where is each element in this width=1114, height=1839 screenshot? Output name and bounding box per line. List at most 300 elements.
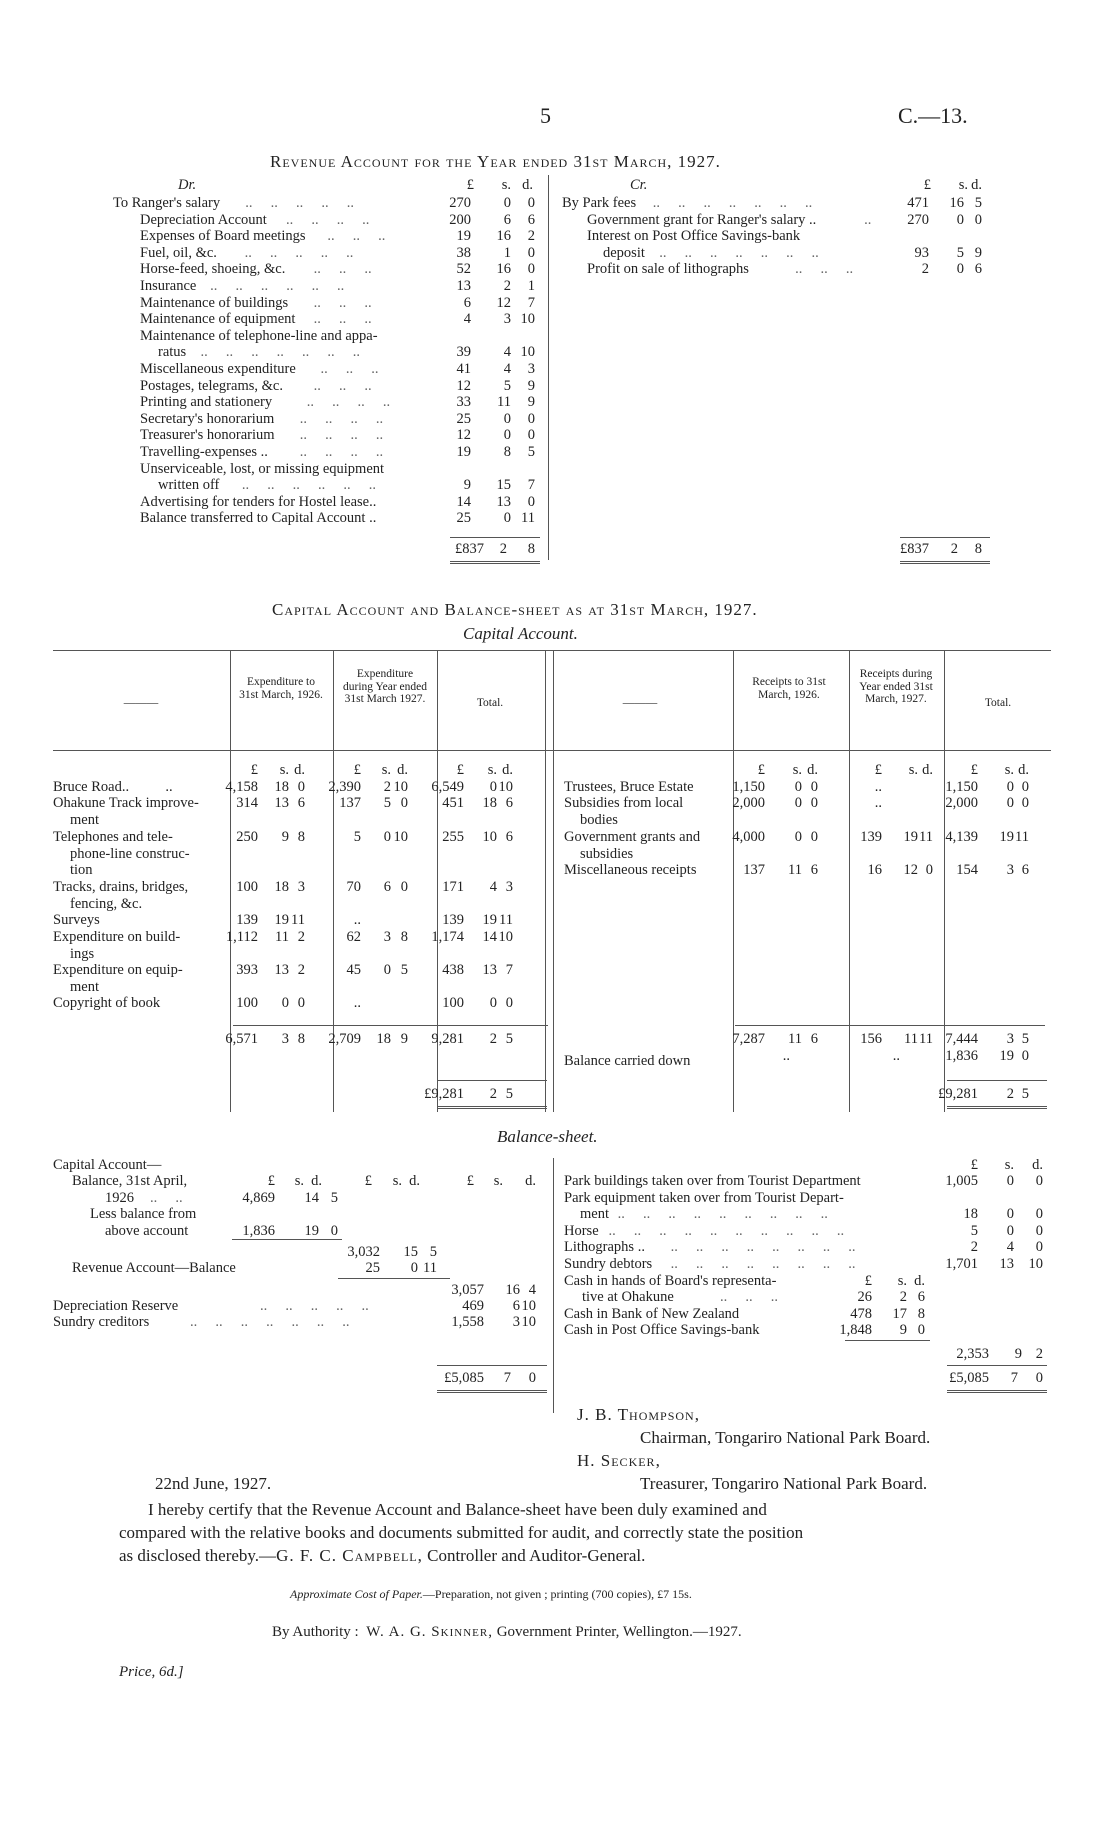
capital-left-total-year-pence: 9 bbox=[400, 1031, 408, 1047]
cash-bank-shillings: 17 bbox=[892, 1306, 907, 1322]
dr-item-pounds: 25 bbox=[456, 510, 471, 527]
right-currency-head-a-pence: d. bbox=[807, 762, 818, 778]
capital-left-total-pounds: 171 bbox=[442, 879, 464, 895]
cr-item-label: Profit on sale of lithographs bbox=[587, 261, 749, 278]
cash-col-head-shillings: s. bbox=[897, 1273, 907, 1289]
dr-leader-dots: .. .. .. bbox=[313, 311, 390, 328]
capital-right-prior-shillings: 11 bbox=[788, 862, 802, 878]
capital-right-total-pence: 0 bbox=[1021, 795, 1029, 811]
capital-left-total-prior-pence: 8 bbox=[297, 1031, 305, 1047]
dr-total-pence: 8 bbox=[527, 541, 535, 557]
capital-left-prior-pounds: 393 bbox=[236, 962, 258, 978]
asset-label: Park buildings taken over from Tourist Department bbox=[564, 1173, 861, 1189]
balance-left-total-pence: 0 bbox=[528, 1370, 536, 1386]
capital-left-row-label: ment bbox=[70, 811, 99, 828]
dr-leader-dots: .. .. .. .. .. .. bbox=[210, 278, 363, 294]
dr-leader-dots: .. .. .. bbox=[313, 377, 390, 394]
dr-item-pounds: 12 bbox=[456, 427, 471, 444]
dr-item-label: Postages, telegrams, &c. bbox=[140, 377, 283, 394]
auditor-name: G. F. C. Campbell, bbox=[276, 1546, 423, 1565]
cost-note bbox=[290, 1587, 692, 1602]
capital-left-total-shillings: 18 bbox=[482, 795, 497, 811]
capital-right-total-pounds: 1,150 bbox=[945, 779, 978, 795]
dr-item-label: Balance transferred to Capital Account .. bbox=[140, 510, 377, 527]
cash-total-shillings: 9 bbox=[1014, 1346, 1022, 1362]
dr-leader-dots: .. .. .. .. bbox=[299, 410, 402, 427]
capital-left-row-label: Expenditure on build- bbox=[53, 929, 181, 945]
dr-item-pounds: 38 bbox=[456, 244, 471, 261]
capital-left-grand-rule bbox=[437, 1080, 547, 1081]
balance-right-total-shillings: 7 bbox=[1010, 1370, 1018, 1386]
dr-item-shillings: 12 bbox=[496, 294, 511, 311]
capital-right-total-year-shillings: 11 bbox=[904, 1031, 918, 1047]
cr-item-label: deposit bbox=[603, 244, 645, 261]
capital-table-top-rule bbox=[53, 650, 1051, 651]
cash-ohakune-label: Cash in hands of Board's representa- bbox=[564, 1273, 777, 1289]
dr-item-pounds: 39 bbox=[456, 344, 471, 361]
opening-balance-dots: .. .. bbox=[150, 1190, 201, 1206]
cr-item-label: By Park fees bbox=[562, 195, 637, 211]
dr-item-pence: 11 bbox=[521, 510, 535, 527]
asset-value-shillings: 0 bbox=[1006, 1223, 1014, 1239]
capital-right-total-pounds: 154 bbox=[956, 862, 978, 878]
capital-account-subtitle: Capital Account. bbox=[463, 624, 578, 643]
capital-right-row-label: Government grants and bbox=[564, 829, 701, 845]
capital-right-subtotal-rule bbox=[735, 1025, 1045, 1026]
signatory-name-1: J. B. Thompson, bbox=[577, 1405, 700, 1424]
dr-leader-dots: .. .. .. .. bbox=[299, 427, 402, 444]
asset-value-pence: 0 bbox=[1035, 1206, 1043, 1222]
depreciation-reserve-pence: 10 bbox=[521, 1298, 536, 1314]
dr-item-shillings: 13 bbox=[496, 493, 511, 510]
cr-item-pounds: 2 bbox=[921, 261, 929, 278]
cr-leader-dots: .. bbox=[864, 211, 890, 228]
dr-item-shillings: 11 bbox=[497, 394, 511, 411]
capital-left-prior-pounds: 314 bbox=[236, 795, 258, 811]
capital-left-total-shillings: 0 bbox=[489, 779, 497, 795]
capital-left-total-pence: 3 bbox=[505, 879, 513, 895]
capital-right-total-all-shillings: 3 bbox=[1006, 1031, 1014, 1047]
left-currency-head-t-pounds: £ bbox=[456, 762, 464, 778]
capital-left-prior-pence: 3 bbox=[297, 879, 305, 895]
dr-leader-dots: .. .. .. .. .. .. bbox=[241, 477, 395, 494]
depreciation-dots: .. .. .. .. .. bbox=[260, 1298, 387, 1314]
dr-item-pounds: 200 bbox=[449, 211, 471, 228]
dr-item-label: Advertising for tenders for Hostel lease.. bbox=[140, 493, 377, 510]
dr-leader-dots: .. .. .. bbox=[313, 294, 390, 311]
opening-balance-shillings: 14 bbox=[304, 1190, 319, 1206]
asset-value-shillings: 0 bbox=[1006, 1173, 1014, 1189]
cash-ohakune-pounds: 26 bbox=[857, 1289, 872, 1305]
asset-value-shillings: 4 bbox=[1006, 1239, 1014, 1255]
capital-right-total-year-pounds: 156 bbox=[860, 1031, 882, 1047]
cash-ohakune-pence: 6 bbox=[917, 1289, 925, 1305]
capital-column-rule bbox=[849, 650, 850, 1112]
cash-bank-label: Cash in Bank of New Zealand bbox=[564, 1306, 740, 1322]
capital-right-year-pence: 0 bbox=[925, 862, 933, 878]
capital-subtotal-pence: 5 bbox=[429, 1244, 437, 1260]
capital-column-rule bbox=[545, 650, 546, 1112]
right-header-receipts-year: Receipts during Year ended 31st March, 1927. bbox=[859, 668, 933, 705]
capital-left-prior-pence: 2 bbox=[297, 929, 305, 945]
dr-item-label: Treasurer's honorarium bbox=[140, 427, 275, 444]
balance-right-head-pounds: £ bbox=[970, 1157, 978, 1173]
capital-right-prior-shillings: 0 bbox=[794, 795, 802, 811]
balance-left-col3-head-pence: d. bbox=[525, 1173, 536, 1189]
certificate-line-3-pre: as disclosed thereby.— bbox=[119, 1546, 277, 1565]
balance-carried-down-prior: .. bbox=[782, 1048, 790, 1064]
cr-total-rule-top bbox=[900, 537, 990, 538]
less-balance-pounds: 1,836 bbox=[242, 1223, 275, 1239]
right-header-receipts-prior: Receipts to 31st March, 1926. bbox=[752, 676, 826, 701]
dr-leader-dots: .. .. .. bbox=[320, 361, 397, 377]
certificate-line-2: compared with the relative books and documents submitted for audit, and correctly state the position bbox=[119, 1523, 804, 1542]
cr-item-pence: 6 bbox=[974, 261, 982, 278]
cr-item-pounds: 270 bbox=[907, 211, 929, 228]
capital-header-rule bbox=[53, 750, 1051, 751]
balance-divider bbox=[553, 1158, 554, 1413]
capital-left-year-shillings: 2 bbox=[383, 779, 391, 795]
capital-left-total-pence: 0 bbox=[505, 995, 513, 1011]
capital-right-total-prior-shillings: 11 bbox=[788, 1031, 802, 1047]
dr-item-pounds: 4 bbox=[463, 311, 471, 328]
printer-name: W. A. G. Skinner, bbox=[366, 1624, 493, 1640]
balance-sheet-subtitle: Balance-sheet. bbox=[497, 1127, 598, 1146]
cr-item-pence: 5 bbox=[974, 195, 982, 211]
capital-right-year-pence: 11 bbox=[919, 829, 933, 845]
capital-left-total-all-pence: 5 bbox=[505, 1031, 513, 1047]
asset-label: Horse bbox=[564, 1223, 599, 1239]
dr-item-shillings: 6 bbox=[503, 211, 511, 228]
dr-leader-dots: .. .. .. .. .. bbox=[244, 244, 372, 261]
capital-right-grand-total-pounds: £9,281 bbox=[938, 1086, 978, 1102]
balance-right-total-rule bbox=[947, 1365, 1047, 1366]
authority-line bbox=[272, 1624, 742, 1641]
balance-left-col2-head-pence: d. bbox=[409, 1173, 420, 1189]
asset-label: ment bbox=[580, 1206, 609, 1222]
left-currency-head-t-shillings: s. bbox=[487, 762, 497, 778]
dr-shilling-head: s. bbox=[501, 177, 511, 193]
dr-item-shillings: 1 bbox=[503, 244, 511, 261]
capital-right-grand-total-pence: 5 bbox=[1021, 1086, 1029, 1102]
capital-right-total-shillings: 19 bbox=[999, 829, 1014, 845]
left-currency-head-b-shillings: s. bbox=[381, 762, 391, 778]
depreciation-reserve-shillings: 6 bbox=[512, 1298, 520, 1314]
opening-balance-pence: 5 bbox=[330, 1190, 338, 1206]
dr-leader-dots: .. .. .. .. .. bbox=[245, 195, 373, 211]
cash-col-head-pence: d. bbox=[914, 1273, 925, 1289]
capital-left-total-shillings: 4 bbox=[489, 879, 497, 895]
capital-left-prior-shillings: 19 bbox=[274, 912, 289, 928]
dr-item-shillings: 4 bbox=[503, 344, 511, 361]
dr-item-pounds: 52 bbox=[456, 261, 471, 278]
capital-right-year-pounds: 16 bbox=[867, 862, 882, 878]
capital-left-grand-rule-bottom bbox=[437, 1106, 547, 1109]
balance-left-col3-head-shillings: s. bbox=[493, 1173, 503, 1189]
capital-left-year-pence: 8 bbox=[400, 929, 408, 945]
capital-right-total-year-pence: 11 bbox=[919, 1031, 933, 1047]
dr-item-shillings: 16 bbox=[496, 261, 511, 278]
cr-item-pence: 0 bbox=[974, 211, 982, 228]
right-currency-head-b-pounds: £ bbox=[874, 762, 882, 778]
signatory-title-1: Chairman, Tongariro National Park Board. bbox=[640, 1428, 931, 1447]
dr-item-shillings: 0 bbox=[503, 510, 511, 527]
cash-total-pounds: 2,353 bbox=[956, 1346, 989, 1362]
dr-item-shillings: 0 bbox=[503, 410, 511, 427]
capital-left-prior-pounds: 100 bbox=[236, 995, 258, 1011]
dr-total-rule-top bbox=[450, 537, 540, 538]
asset-value-pounds: 1,005 bbox=[945, 1173, 978, 1189]
capital-left-row-label: phone-line construc- bbox=[70, 845, 190, 862]
dr-item-label: Horse-feed, shoeing, &c. bbox=[140, 261, 286, 278]
dr-leader-dots: .. .. .. .. .. .. .. bbox=[200, 344, 379, 361]
capital-right-total-shillings: 0 bbox=[1006, 795, 1014, 811]
cr-item-label: Government grant for Ranger's salary .. bbox=[587, 211, 817, 228]
capital-left-prior-pence: 8 bbox=[297, 829, 305, 845]
balance-carried-down-total-pence: 0 bbox=[1021, 1048, 1029, 1064]
capital-left-prior-pence: 0 bbox=[297, 995, 305, 1011]
capital-right-row-label: Miscellaneous receipts bbox=[564, 862, 697, 878]
balance-left-total-pounds: £5,085 bbox=[444, 1370, 484, 1386]
capital-right-row-label: Subsidies from local bbox=[564, 795, 684, 811]
cash-posb-pence: 0 bbox=[917, 1322, 925, 1338]
certificate-line-3-post: Controller and Auditor-General. bbox=[422, 1546, 646, 1565]
capital-left-total-prior-pounds: 6,571 bbox=[225, 1031, 258, 1047]
capital-account-total-shillings: 16 bbox=[505, 1282, 520, 1298]
cr-pound-head: £ bbox=[923, 177, 931, 193]
capital-left-year-shillings: 0 bbox=[383, 829, 391, 845]
dr-item-pounds: 12 bbox=[456, 377, 471, 394]
capital-left-row-label: Expenditure on equip- bbox=[53, 962, 183, 978]
capital-left-subtotal-rule bbox=[233, 1025, 548, 1026]
cash-bank-pounds: 478 bbox=[850, 1306, 872, 1322]
capital-right-total-pence: 0 bbox=[1021, 779, 1029, 795]
cr-item-shillings: 0 bbox=[956, 211, 964, 228]
left-currency-head-a-pounds: £ bbox=[250, 762, 258, 778]
less-balance-shillings: 19 bbox=[304, 1223, 319, 1239]
cr-item-shillings: 0 bbox=[956, 261, 964, 278]
capital-left-row-label: Telephones and tele- bbox=[53, 829, 173, 845]
depreciation-reserve-pounds: 469 bbox=[462, 1298, 484, 1314]
dr-item-pence: 2 bbox=[527, 228, 535, 245]
capital-right-row-label: bodies bbox=[580, 811, 618, 828]
capital-right-total-pounds: 4,139 bbox=[945, 829, 978, 845]
dr-item-label: written off bbox=[158, 477, 220, 494]
dr-item-label: To Ranger's salary bbox=[113, 195, 221, 211]
less-balance-label: Less balance from bbox=[90, 1206, 197, 1222]
asset-value-pounds: 2 bbox=[970, 1239, 978, 1255]
cr-item-pence: 9 bbox=[974, 244, 982, 261]
cost-note-label: Approximate Cost of Paper. bbox=[290, 1587, 423, 1601]
capital-left-row-label: ment bbox=[70, 978, 99, 995]
dr-item-pounds: 13 bbox=[456, 278, 471, 294]
capital-left-prior-pence: 0 bbox=[297, 779, 305, 795]
page-number: 5 bbox=[540, 103, 551, 128]
asset-label: Lithographs .. bbox=[564, 1239, 645, 1255]
cr-item-shillings: 5 bbox=[956, 244, 964, 261]
dr-item-pounds: 19 bbox=[456, 228, 471, 245]
dr-leader-dots: .. .. .. bbox=[327, 228, 404, 245]
cr-label: Cr. bbox=[630, 177, 648, 193]
right-description-header: ——— bbox=[622, 697, 658, 709]
capital-left-prior-pence: 11 bbox=[291, 912, 305, 928]
capital-left-prior-shillings: 13 bbox=[274, 795, 289, 811]
capital-left-year-pence: 0 bbox=[400, 795, 408, 811]
balance-left-total-rule-bottom bbox=[437, 1390, 547, 1393]
asset-dots: .. .. .. .. .. .. .. .. bbox=[670, 1239, 874, 1255]
asset-label: Park equipment taken over from Tourist Depart- bbox=[564, 1190, 844, 1206]
capital-right-total-all-pence: 5 bbox=[1021, 1031, 1029, 1047]
dr-item-label: Maintenance of buildings bbox=[140, 294, 289, 311]
less-balance-pence: 0 bbox=[330, 1223, 338, 1239]
capital-left-year-pounds: 5 bbox=[353, 829, 361, 845]
capital-right-total-all-pounds: 7,444 bbox=[945, 1031, 978, 1047]
dr-item-pounds: 6 bbox=[463, 294, 471, 311]
dr-item-pence: 3 bbox=[527, 361, 535, 377]
dr-item-label: Unserviceable, lost, or missing equipment bbox=[140, 460, 385, 477]
dr-item-pounds: 33 bbox=[456, 394, 471, 411]
capital-left-total-shillings: 0 bbox=[489, 995, 497, 1011]
capital-left-year-shillings: 5 bbox=[383, 795, 391, 811]
capital-left-total-shillings: 19 bbox=[482, 912, 497, 928]
dr-item-pounds: 270 bbox=[449, 195, 471, 211]
balance-left-col3-head-pounds: £ bbox=[466, 1173, 474, 1189]
capital-left-year-pounds: 137 bbox=[339, 795, 361, 811]
capital-left-row-label: ings bbox=[70, 945, 95, 962]
balance-right-total-pence: 0 bbox=[1035, 1370, 1043, 1386]
asset-value-pounds: 1,701 bbox=[945, 1256, 978, 1272]
capital-left-total-pence: 6 bbox=[505, 795, 513, 811]
dr-leader-dots: .. .. .. .. bbox=[306, 394, 409, 411]
dr-item-pounds: 25 bbox=[456, 410, 471, 427]
dr-item-label: Expenses of Board meetings bbox=[140, 228, 306, 245]
capital-left-year-pence: 10 bbox=[393, 779, 408, 795]
capital-left-row-label: Copyright of book bbox=[53, 995, 161, 1011]
dr-item-pence: 1 bbox=[527, 278, 535, 294]
capital-right-total-pence: 11 bbox=[1015, 829, 1029, 845]
cr-leader-dots: .. .. .. .. .. .. .. bbox=[652, 195, 831, 211]
capital-right-prior-pounds: 2,000 bbox=[732, 795, 765, 811]
capital-left-grand-total-pence: 5 bbox=[505, 1086, 513, 1102]
right-currency-head-b-pence: d. bbox=[922, 762, 933, 778]
cash-ohakune-sub: tive at Ohakune bbox=[582, 1289, 674, 1305]
balance-left-total-shillings: 7 bbox=[503, 1370, 511, 1386]
balance-left-col1-head-pounds: £ bbox=[267, 1173, 275, 1189]
dr-item-pounds: 41 bbox=[456, 361, 471, 377]
asset-value-pence: 10 bbox=[1028, 1256, 1043, 1272]
dr-pence-head: d. bbox=[522, 177, 533, 193]
cr-item-label: Interest on Post Office Savings-bank bbox=[587, 228, 801, 245]
capital-left-grand-total-pounds: £9,281 bbox=[424, 1086, 464, 1102]
asset-value-pounds: 18 bbox=[963, 1206, 978, 1222]
sundry-creditors-pounds: 1,558 bbox=[451, 1314, 484, 1330]
capital-account-title: Capital Account and Balance-sheet as at 31st March, 1927. bbox=[272, 600, 758, 619]
capital-left-year-shillings: 0 bbox=[383, 962, 391, 978]
capital-right-prior-pence: 0 bbox=[810, 795, 818, 811]
cr-item-pounds: 93 bbox=[914, 244, 929, 261]
certificate-line-3 bbox=[119, 1546, 645, 1566]
dr-item-pence: 0 bbox=[527, 195, 535, 211]
capital-left-year-pounds: .. bbox=[353, 995, 361, 1011]
capital-right-year-shillings: 12 bbox=[903, 862, 918, 878]
creditors-dots: .. .. .. .. .. .. .. bbox=[190, 1314, 368, 1330]
capital-left-year-pounds: .. bbox=[353, 912, 361, 928]
revenue-balance-label: Revenue Account—Balance bbox=[72, 1260, 236, 1276]
document-reference: C.—13. bbox=[898, 103, 968, 128]
dr-item-pence: 0 bbox=[527, 261, 535, 278]
capital-left-row-label: Ohakune Track improve- bbox=[53, 795, 199, 811]
capital-left-row-label: Bruce Road.. .. bbox=[53, 779, 173, 795]
left-currency-head-b-pence: d. bbox=[397, 762, 408, 778]
capital-right-prior-pounds: 4,000 bbox=[732, 829, 765, 845]
dr-item-pounds: 9 bbox=[463, 477, 471, 494]
cash-subtotal-rule bbox=[845, 1340, 930, 1341]
depreciation-reserve-label: Depreciation Reserve bbox=[53, 1298, 179, 1314]
opening-balance-year: 1926 bbox=[105, 1190, 134, 1206]
cr-pence-head: d. bbox=[971, 177, 982, 193]
capital-left-year-pounds: 45 bbox=[346, 962, 361, 978]
left-header-expenditure-year: Expenditure during Year ended 31st March 1927. bbox=[343, 668, 427, 705]
balance-right-total-pounds: £5,085 bbox=[949, 1370, 989, 1386]
dr-total-shillings: 2 bbox=[499, 541, 507, 557]
balance-right-head-pence: d. bbox=[1032, 1157, 1043, 1173]
dr-item-shillings: 3 bbox=[503, 311, 511, 328]
asset-value-pence: 0 bbox=[1035, 1223, 1043, 1239]
capital-left-prior-shillings: 18 bbox=[274, 779, 289, 795]
cash-total-pence: 2 bbox=[1035, 1346, 1043, 1362]
sundry-creditors-label: Sundry creditors bbox=[53, 1314, 150, 1330]
capital-left-total-shillings: 13 bbox=[482, 962, 497, 978]
less-balance-rule bbox=[232, 1239, 342, 1240]
authority-rest: Government Printer, Wellington.—1927. bbox=[496, 1624, 742, 1640]
balance-carried-down-total-pounds: 1,836 bbox=[945, 1048, 978, 1064]
dr-item-shillings: 0 bbox=[503, 427, 511, 444]
cash-col-head-pounds: £ bbox=[864, 1273, 872, 1289]
subtotal-rule bbox=[338, 1278, 450, 1279]
asset-label: Sundry debtors bbox=[564, 1256, 653, 1272]
capital-left-year-pounds: 62 bbox=[346, 929, 361, 945]
capital-left-total-shillings: 10 bbox=[482, 829, 497, 845]
capital-left-total-prior-shillings: 3 bbox=[281, 1031, 289, 1047]
cash-bank-pence: 8 bbox=[917, 1306, 925, 1322]
left-currency-head-b-pounds: £ bbox=[353, 762, 361, 778]
capital-left-prior-pounds: 4,158 bbox=[225, 779, 258, 795]
asset-value-pence: 0 bbox=[1035, 1239, 1043, 1255]
dr-item-label: Insurance bbox=[140, 278, 197, 294]
signatory-name-2: H. Secker, bbox=[577, 1451, 661, 1470]
cr-total-shillings: 2 bbox=[950, 541, 958, 557]
capital-left-prior-pounds: 139 bbox=[236, 912, 258, 928]
capital-right-total-shillings: 3 bbox=[1006, 862, 1014, 878]
capital-left-year-pounds: 70 bbox=[346, 879, 361, 895]
dr-item-shillings: 2 bbox=[503, 278, 511, 294]
capital-left-year-pence: 10 bbox=[393, 829, 408, 845]
cr-leader-dots: .. .. .. bbox=[795, 261, 872, 278]
dr-leader-dots: .. .. .. .. bbox=[299, 444, 402, 460]
dr-item-label: Maintenance of equipment bbox=[140, 311, 296, 328]
left-header-expenditure-prior: Expenditure to 31st March, 1926. bbox=[239, 676, 323, 701]
dr-item-shillings: 15 bbox=[496, 477, 511, 494]
right-currency-head-a-shillings: s. bbox=[792, 762, 802, 778]
right-currency-head-t-pounds: £ bbox=[970, 762, 978, 778]
capital-right-total-pounds: 2,000 bbox=[945, 795, 978, 811]
right-currency-head-t-shillings: s. bbox=[1004, 762, 1014, 778]
capital-center-rule bbox=[553, 650, 554, 1112]
right-currency-head-t-pence: d. bbox=[1018, 762, 1029, 778]
dr-item-pence: 0 bbox=[527, 427, 535, 444]
capital-right-year-shillings: 19 bbox=[903, 829, 918, 845]
dr-leader-dots: .. .. .. bbox=[313, 261, 390, 278]
